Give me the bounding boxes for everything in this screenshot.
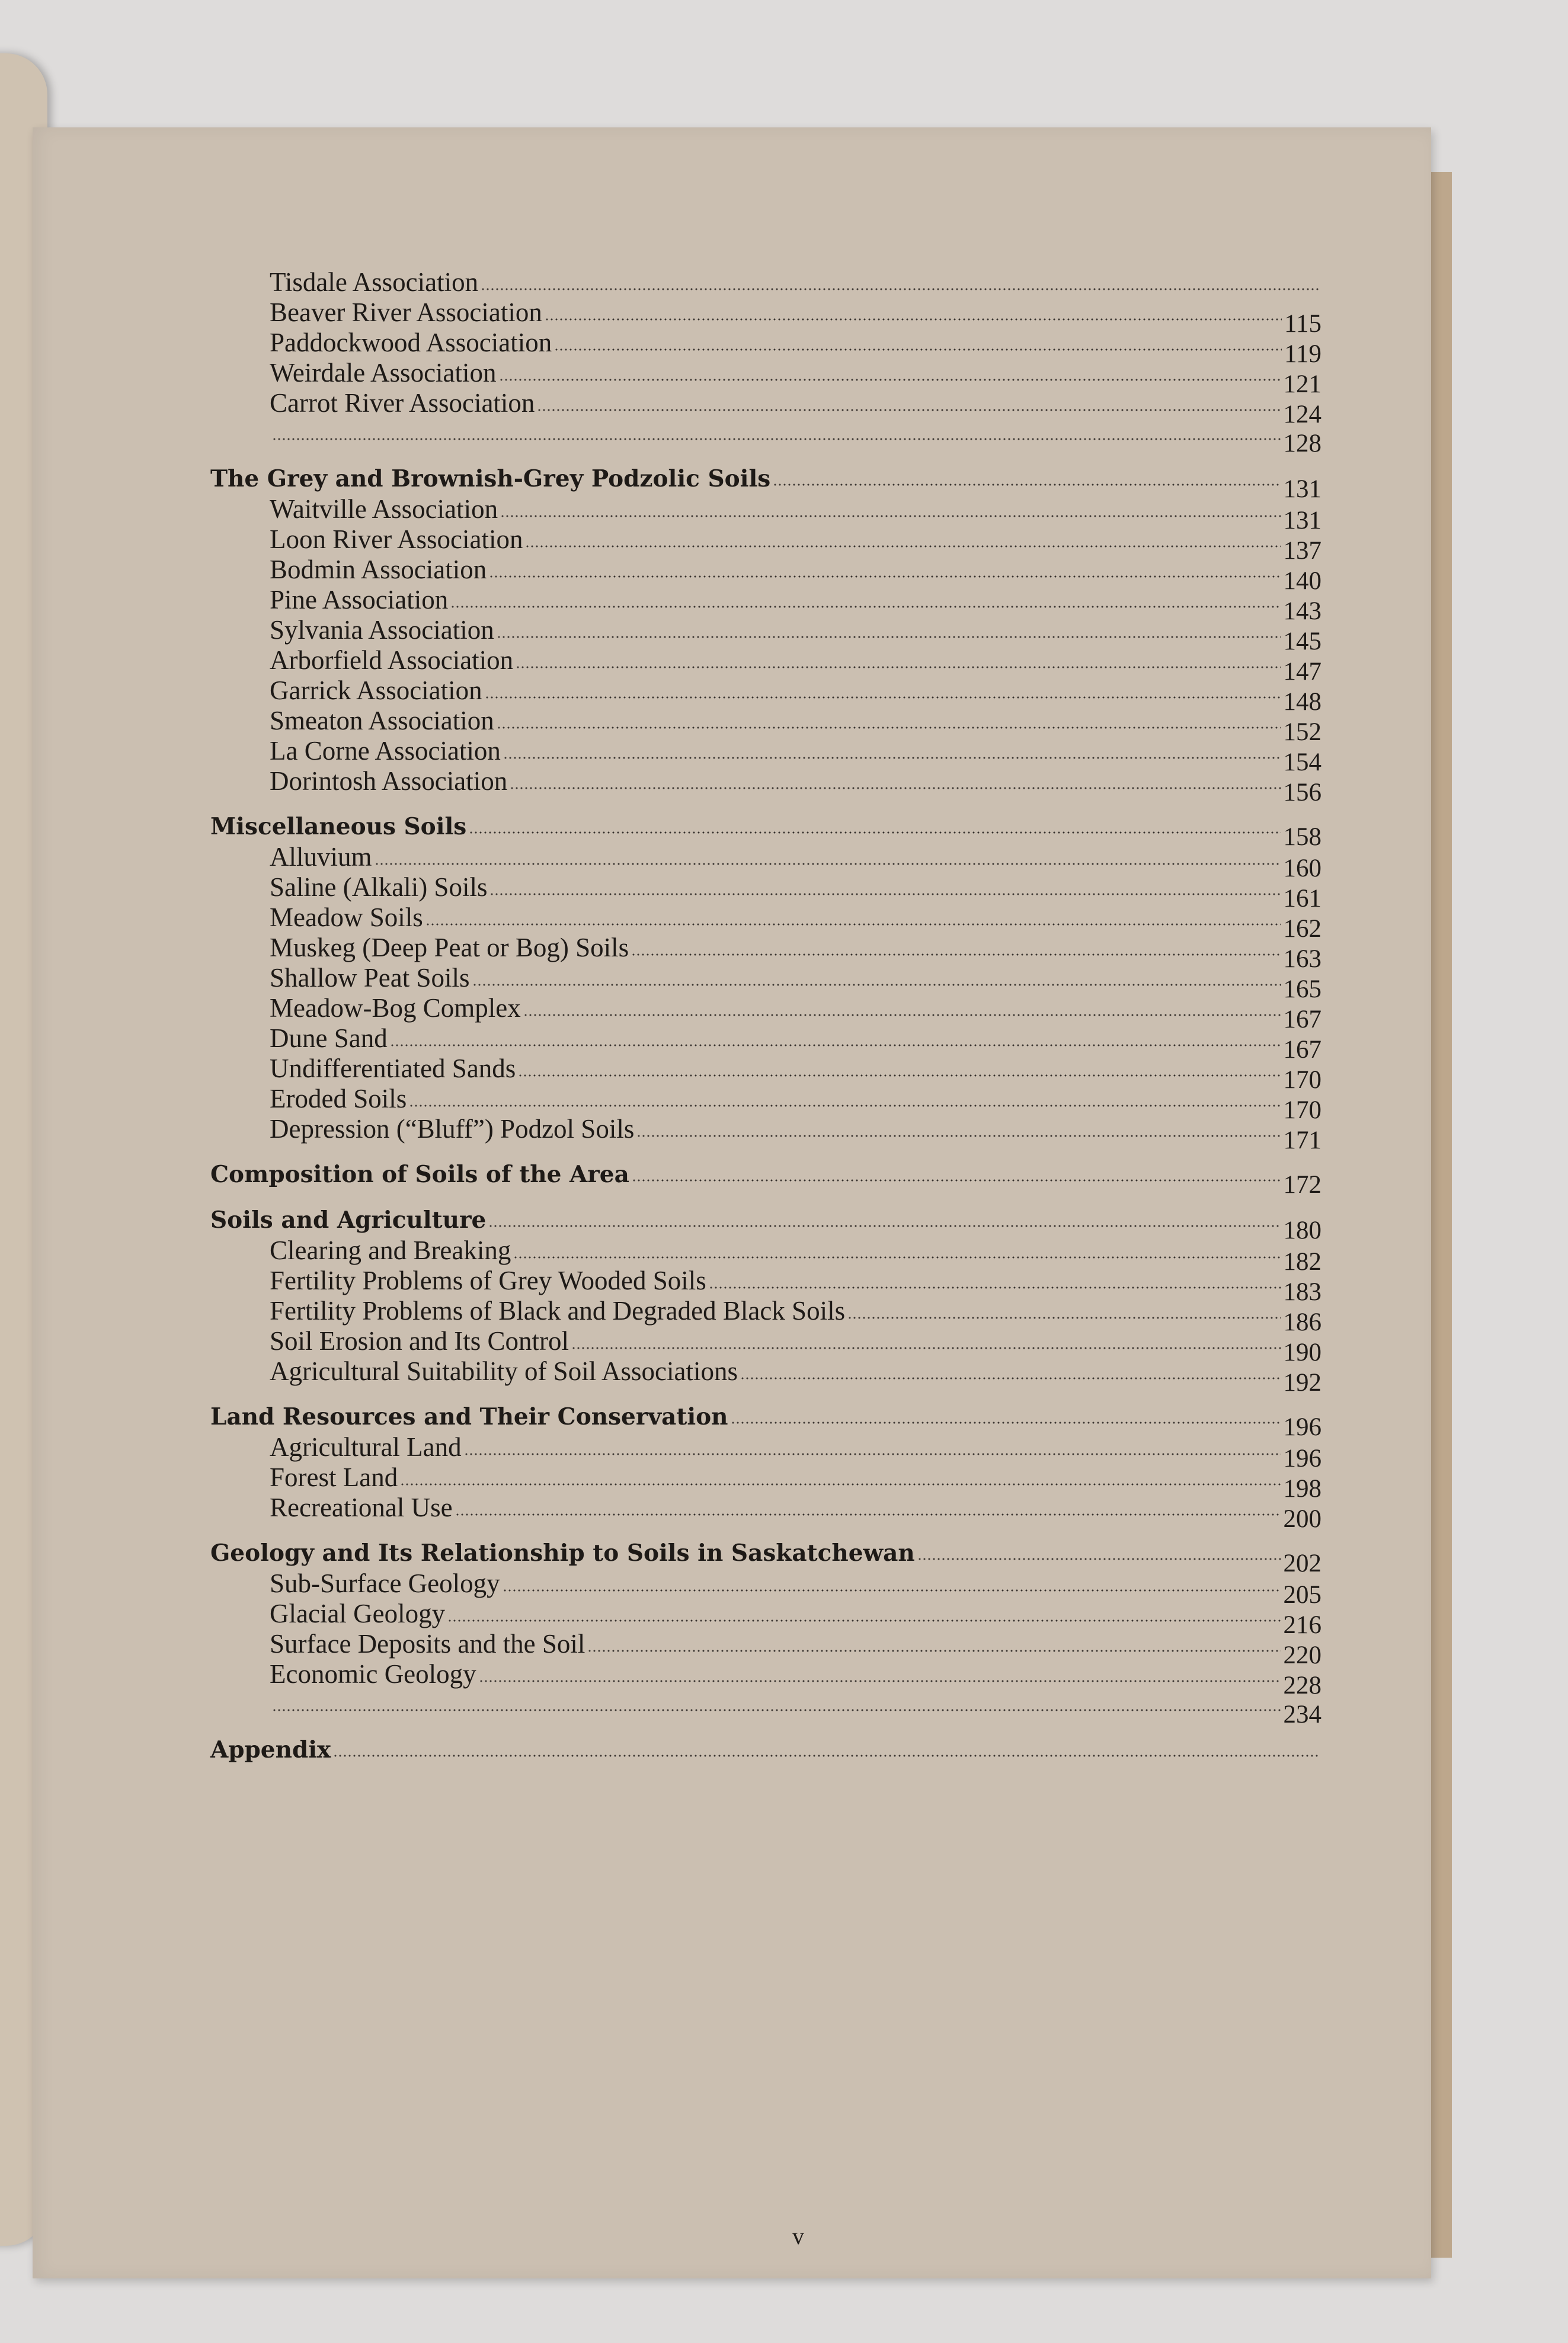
toc-entry-page: 172: [1283, 1171, 1321, 1199]
toc-entry: [210, 1023, 1321, 1064]
toc-entry-title: Composition of Soils of the Area: [210, 1161, 629, 1188]
toc-entry-title: Land Resources and Their Conservation: [210, 1403, 728, 1430]
toc-entry-page: 161: [1283, 885, 1321, 913]
toc-entry-page: 128: [1283, 430, 1321, 457]
toc-entry-title: Fertility Problems of Grey Wooded Soils: [270, 1266, 706, 1295]
toc-entry-page: 143: [1283, 597, 1321, 625]
dot-leader: [731, 1404, 1281, 1425]
table-of-contents: [210, 267, 1321, 1765]
toc-entry-page: 131: [1283, 475, 1321, 503]
toc-entry-title: Beaver River Association: [270, 297, 542, 327]
dot-leader: [523, 997, 1281, 1017]
toc-entry: [210, 1053, 1321, 1094]
dot-leader: [518, 1057, 1281, 1077]
toc-entry-title: Pine Association: [270, 585, 449, 614]
toc-entry-title: Bodmin Association: [270, 555, 487, 584]
dot-leader: [587, 1633, 1281, 1653]
toc-entry-page: 124: [1283, 401, 1321, 428]
dot-leader: [464, 1436, 1281, 1456]
dot-leader: [450, 588, 1281, 609]
dot-leader: [773, 466, 1281, 486]
toc-entry-title: Surface Deposits and the Soil: [270, 1629, 585, 1659]
toc-entry-page: 234: [1283, 1701, 1321, 1729]
toc-entry-title: Garrick Association: [270, 676, 482, 705]
toc-entry-title: Fertility Problems of Black and Degraded Black Soils: [270, 1296, 846, 1326]
toc-entry-page: 131: [1283, 507, 1321, 534]
dot-leader: [499, 361, 1281, 382]
dot-leader: [375, 846, 1281, 866]
toc-entry: [210, 1492, 1321, 1533]
toc-entry: [210, 1356, 1321, 1397]
toc-entry: [210, 1734, 1321, 1765]
toc-entry: [210, 554, 1321, 595]
dot-leader: [636, 1118, 1281, 1138]
toc-entry-page: 165: [1283, 975, 1321, 1003]
toc-entry-title: Dorintosh Association: [270, 766, 508, 796]
dot-leader: [503, 1572, 1281, 1592]
toc-entry: [210, 1083, 1321, 1124]
dot-leader: [455, 1496, 1281, 1516]
toc-entry-page: 115: [1284, 310, 1321, 338]
dot-leader: [400, 1466, 1281, 1486]
dot-leader: [409, 1087, 1281, 1108]
dot-leader: [481, 271, 1319, 291]
toc-entry-title: Paddockwood Association: [270, 328, 552, 357]
toc-entry-page: 160: [1283, 854, 1321, 882]
toc-entry-page: 196: [1283, 1445, 1321, 1473]
toc-entry: [210, 357, 1321, 398]
dot-leader: [740, 1360, 1281, 1380]
toc-entry-title: Depression (“Bluff”) Podzol Soils: [270, 1114, 635, 1144]
toc-entry-page: 186: [1283, 1308, 1321, 1336]
toc-entry-title: Agricultural Suitability of Soil Associations: [270, 1356, 738, 1386]
toc-entry: [210, 494, 1321, 534]
toc-entry-page: 158: [1283, 823, 1321, 851]
toc-entry-title: Forest Land: [270, 1462, 398, 1492]
toc-entry-page: 152: [1283, 718, 1321, 746]
dot-leader: [479, 1663, 1281, 1683]
toc-entry: [210, 1538, 1321, 1577]
toc-entry-page: 182: [1283, 1248, 1321, 1276]
toc-entry: [210, 841, 1321, 882]
dot-leader: [631, 936, 1281, 956]
toc-entry: [210, 705, 1321, 746]
toc-entry-page: 202: [1283, 1550, 1321, 1577]
toc-entry-title: Miscellaneous Soils: [210, 813, 467, 840]
toc-entry-title: Muskeg (Deep Peat or Bog) Soils: [270, 933, 629, 962]
toc-entry: [210, 524, 1321, 565]
toc-entry: [210, 327, 1321, 368]
toc-entry-title: Glacial Geology: [270, 1599, 446, 1628]
toc-entry: [210, 1598, 1321, 1639]
toc-entry: [210, 418, 1321, 457]
toc-entry-page: 167: [1283, 1036, 1321, 1064]
dot-leader: [513, 1239, 1281, 1259]
toc-entry: [210, 645, 1321, 686]
dot-leader: [472, 966, 1281, 987]
dot-leader: [510, 770, 1281, 790]
toc-entry: [210, 932, 1321, 973]
toc-entry-title: Recreational Use: [270, 1493, 453, 1522]
toc-entry-page: 163: [1283, 945, 1321, 973]
toc-entry-page: 171: [1283, 1126, 1321, 1154]
toc-entry-title: Tisdale Association: [270, 267, 479, 297]
toc-entry-page: 228: [1283, 1672, 1321, 1699]
toc-entry-title: La Corne Association: [270, 736, 501, 766]
toc-entry: [210, 1113, 1321, 1154]
toc-entry: [210, 1462, 1321, 1503]
toc-entry-title: Geology and Its Relationship to Soils in Saskatchewan: [210, 1539, 915, 1567]
toc-entry-page: 154: [1283, 748, 1321, 776]
toc-entry-title: Meadow-Bog Complex: [270, 993, 521, 1023]
toc-entry: [210, 872, 1321, 913]
dot-leader: [489, 558, 1281, 578]
toc-entry-page: 121: [1283, 370, 1321, 398]
toc-entry: [210, 1689, 1321, 1729]
dot-leader: [632, 1162, 1281, 1182]
dot-leader: [485, 679, 1281, 699]
toc-entry: [210, 1235, 1321, 1276]
toc-entry-title: Sub-Surface Geology: [270, 1569, 500, 1598]
book-page: [33, 127, 1431, 2278]
dot-leader: [545, 301, 1282, 321]
toc-entry-page: 148: [1283, 688, 1321, 716]
toc-entry: [210, 584, 1321, 625]
toc-entry: [210, 1401, 1321, 1441]
toc-entry: [210, 297, 1321, 338]
toc-entry: [210, 1205, 1321, 1244]
toc-entry-title: Smeaton Association: [270, 706, 494, 735]
toc-entry: [210, 1326, 1321, 1366]
toc-entry-title: Arborfield Association: [270, 645, 514, 675]
toc-entry-page: 198: [1283, 1475, 1321, 1503]
toc-entry-title: Soil Erosion and Its Control: [270, 1326, 569, 1356]
toc-entry-title: Dune Sand: [270, 1023, 388, 1053]
dot-leader: [390, 1027, 1281, 1047]
toc-entry-title: Saline (Alkali) Soils: [270, 872, 488, 902]
toc-entry-page: 167: [1283, 1006, 1321, 1033]
toc-entry-page: 200: [1283, 1505, 1321, 1533]
dot-leader: [447, 1602, 1281, 1622]
toc-entry: [210, 1659, 1321, 1699]
toc-entry: [210, 993, 1321, 1033]
toc-entry-title: Sylvania Association: [270, 615, 494, 645]
toc-entry: [210, 1295, 1321, 1336]
toc-entry: [210, 1265, 1321, 1306]
dot-leader: [425, 906, 1281, 926]
dot-leader: [272, 421, 1281, 441]
dot-leader: [489, 876, 1281, 896]
toc-entry-page: 183: [1283, 1278, 1321, 1306]
page-number: v: [792, 2223, 804, 2249]
toc-entry: [210, 766, 1321, 806]
toc-entry-title: Alluvium: [270, 842, 372, 872]
toc-entry-title: Soils and Agriculture: [210, 1206, 487, 1234]
toc-entry-page: 170: [1283, 1096, 1321, 1124]
toc-entry: [210, 1159, 1321, 1199]
dot-leader: [469, 814, 1281, 834]
toc-entry: [210, 463, 1321, 503]
toc-entry-title: Clearing and Breaking: [270, 1235, 511, 1265]
toc-entry-page: 119: [1284, 340, 1321, 368]
toc-entry-page: 140: [1283, 567, 1321, 595]
toc-entry: [210, 614, 1321, 655]
toc-entry: [210, 902, 1321, 943]
toc-entry-title: Carrot River Association: [270, 388, 535, 418]
toc-entry-title: Waitville Association: [270, 494, 498, 524]
toc-entry: [210, 675, 1321, 716]
toc-entry-title: Loon River Association: [270, 524, 523, 554]
toc-entry-title: Agricultural Land: [270, 1432, 462, 1462]
dot-leader: [333, 1737, 1319, 1758]
toc-entry-title: Meadow Soils: [270, 902, 423, 932]
dot-leader: [488, 1208, 1281, 1228]
toc-entry: [210, 1628, 1321, 1669]
toc-entry-title: Economic Geology: [270, 1659, 476, 1689]
toc-entry-title: Weirdale Association: [270, 358, 497, 388]
toc-entry-page: 137: [1283, 537, 1321, 565]
toc-entry: [210, 1568, 1321, 1609]
toc-entry-page: 162: [1283, 915, 1321, 943]
dot-leader: [497, 709, 1281, 729]
toc-entry: [210, 735, 1321, 776]
toc-entry-page: 180: [1283, 1217, 1321, 1244]
dot-leader: [554, 331, 1282, 351]
dot-leader: [917, 1541, 1281, 1561]
dot-leader: [709, 1269, 1281, 1289]
toc-entry-page: 205: [1283, 1581, 1321, 1609]
toc-entry-title: The Grey and Brownish-Grey Podzolic Soils: [210, 465, 771, 492]
toc-entry: [210, 811, 1321, 851]
dot-leader: [497, 619, 1281, 639]
dot-leader: [516, 649, 1281, 669]
toc-entry-title: Undifferentiated Sands: [270, 1054, 516, 1083]
dot-leader: [571, 1330, 1281, 1350]
toc-entry: [210, 388, 1321, 428]
toc-entry: [210, 962, 1321, 1003]
toc-entry-title: Appendix: [210, 1736, 331, 1763]
toc-entry-page: 196: [1283, 1413, 1321, 1441]
dot-leader: [272, 1692, 1281, 1712]
toc-entry-page: 156: [1283, 779, 1321, 806]
toc-entry-page: 170: [1283, 1066, 1321, 1094]
dot-leader: [847, 1299, 1281, 1320]
dot-leader: [537, 392, 1281, 412]
dot-leader: [525, 528, 1281, 548]
dot-leader: [503, 740, 1281, 760]
toc-entry-page: 147: [1283, 658, 1321, 686]
toc-entry-title: Shallow Peat Soils: [270, 963, 470, 993]
toc-entry-page: 216: [1283, 1611, 1321, 1639]
toc-entry-page: 145: [1283, 628, 1321, 655]
dot-leader: [500, 498, 1281, 518]
toc-entry-page: 192: [1283, 1369, 1321, 1397]
toc-entry: [210, 267, 1321, 297]
toc-entry-page: 220: [1283, 1641, 1321, 1669]
toc-entry-title: Eroded Soils: [270, 1084, 407, 1113]
toc-entry-page: 190: [1283, 1339, 1321, 1366]
toc-entry: [210, 1432, 1321, 1473]
